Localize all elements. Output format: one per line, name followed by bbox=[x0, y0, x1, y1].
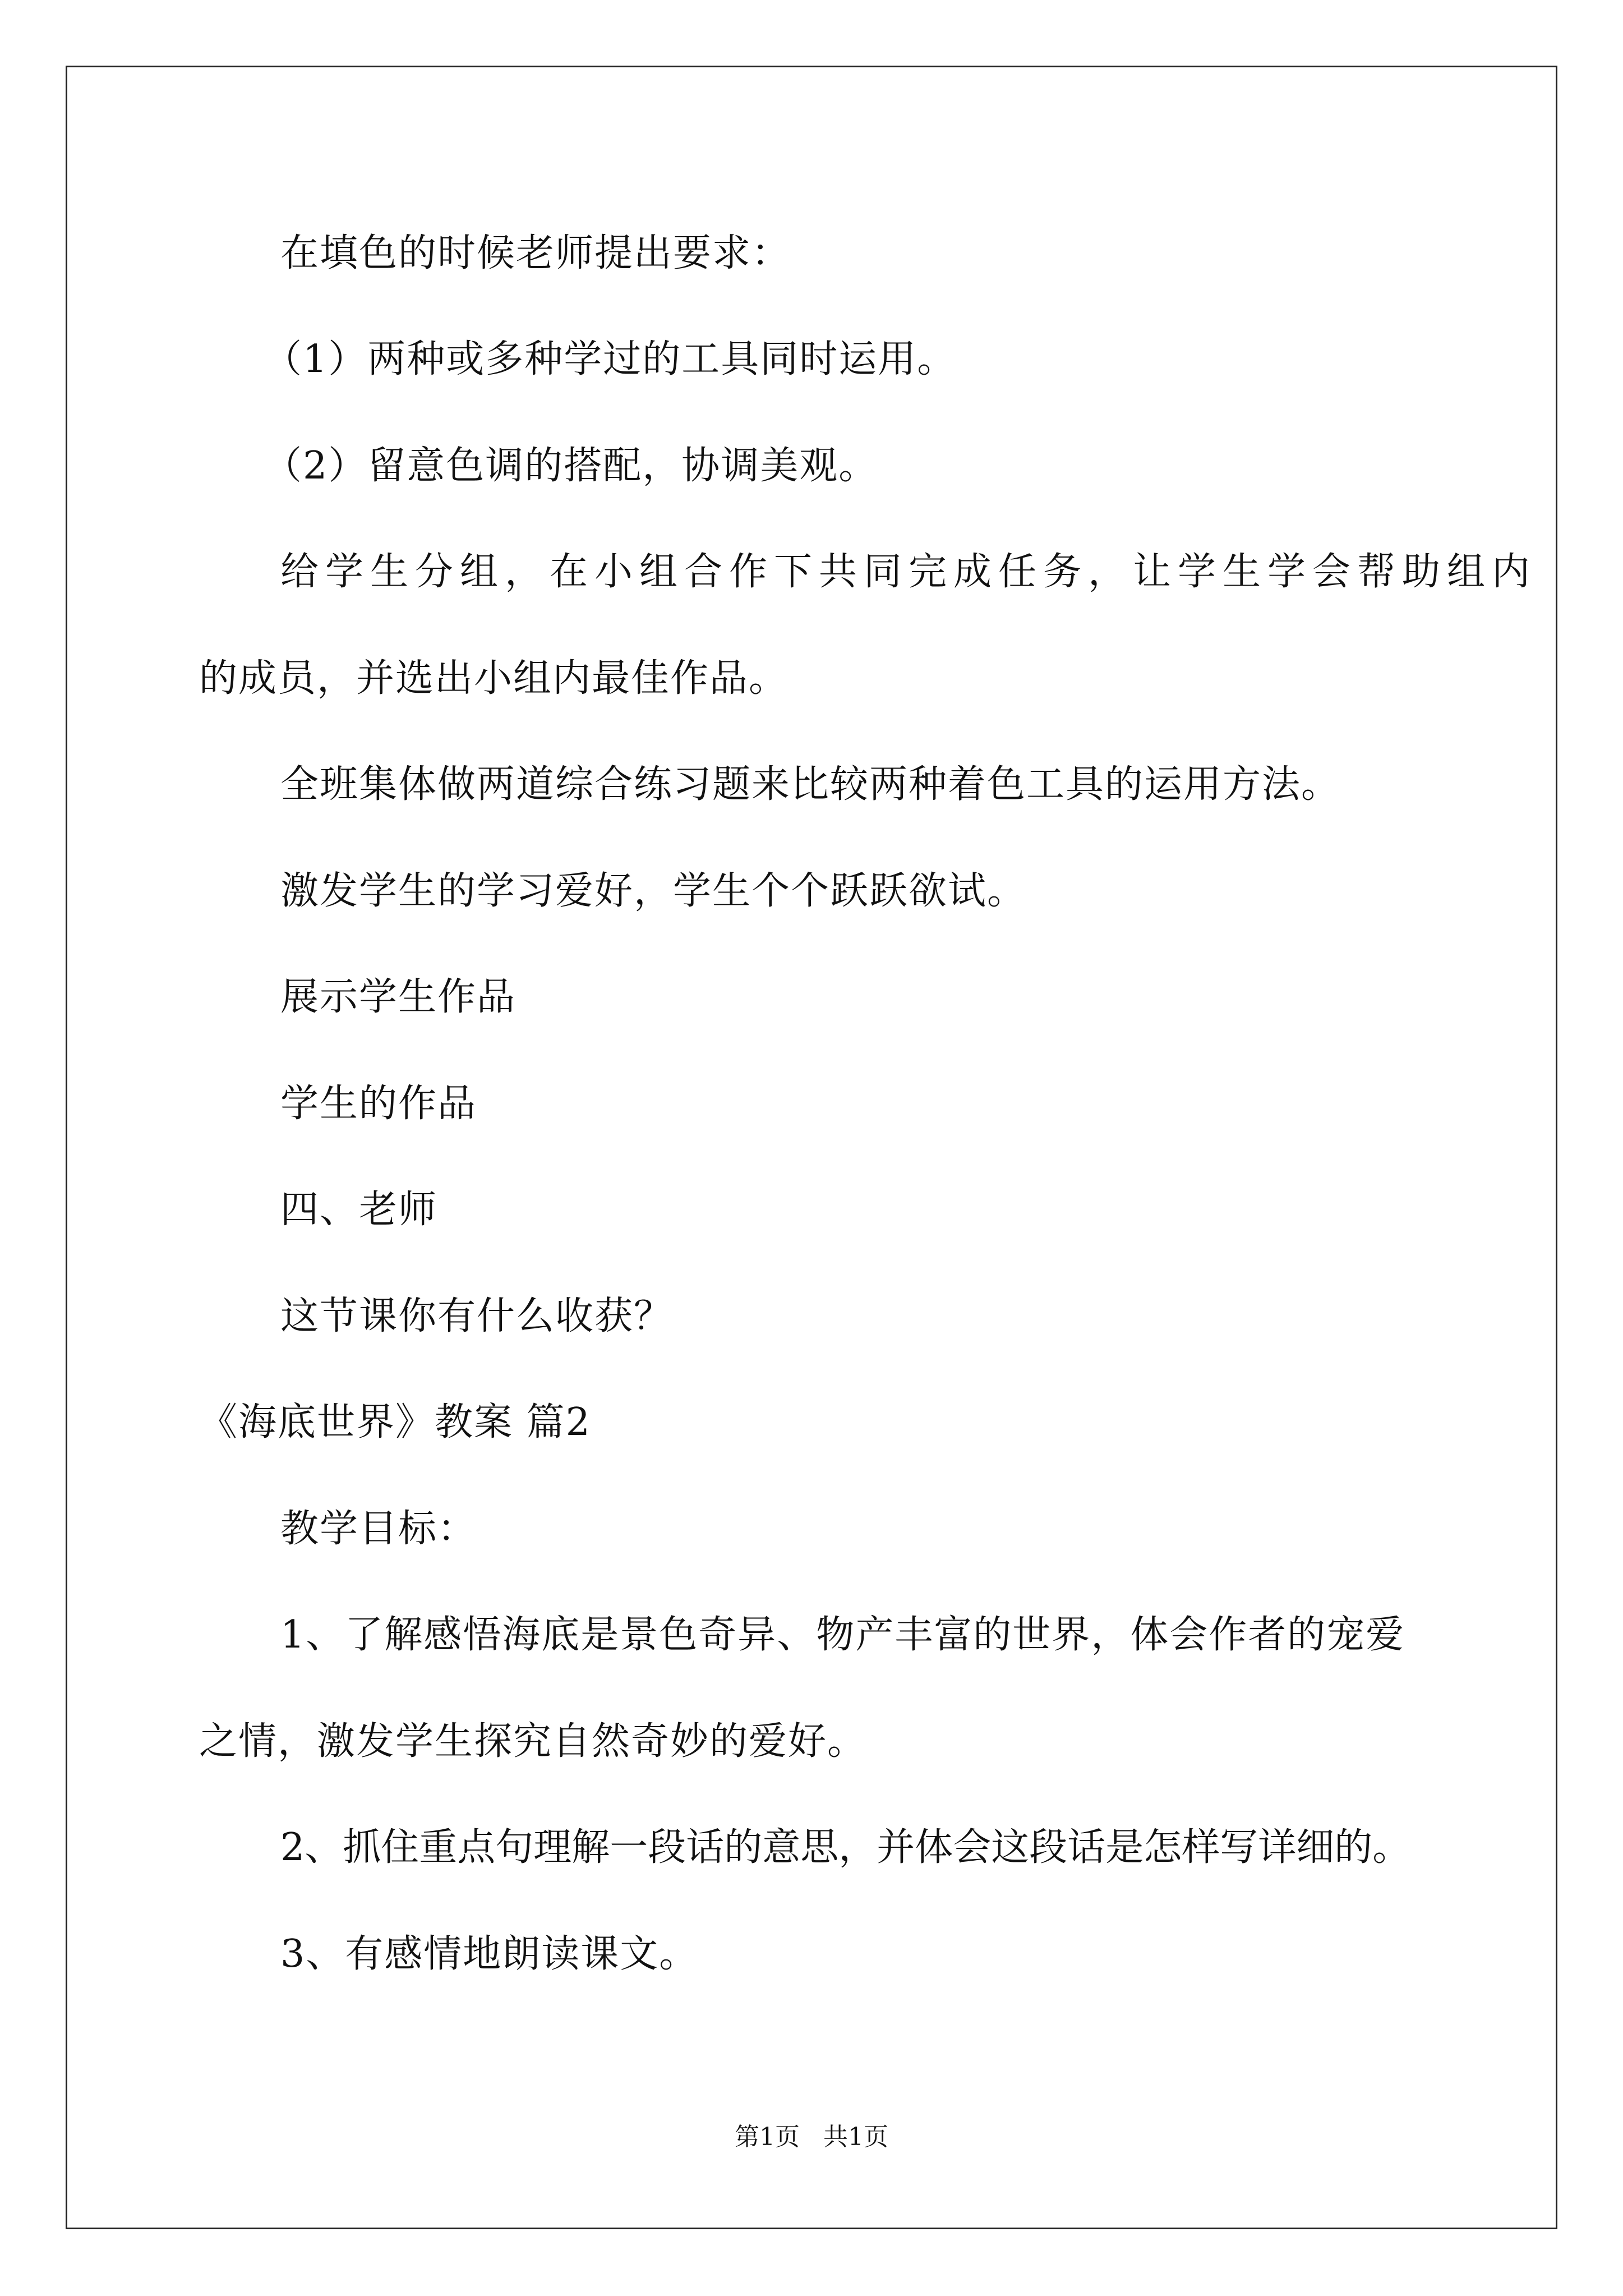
paragraph-line: 之情，激发学生探究自然奇妙的爱好。 bbox=[199, 1719, 867, 1764]
paragraph-line: 的成员，并选出小组内最佳作品。 bbox=[199, 656, 789, 701]
paragraph-line: 四、老师 bbox=[280, 1188, 438, 1232]
paragraph-line: 学生的作品 bbox=[280, 1082, 477, 1126]
paragraph-line: 3、有感情地朗读课文。 bbox=[280, 1932, 699, 1976]
paragraph-line: 1、了解感悟海底是景色奇异、物产丰富的世界，体会作者的宠爱 bbox=[280, 1613, 1405, 1657]
paragraph-line: 给学生分组，在小组合作下共同完成任务，让学生学会帮助组内 bbox=[280, 550, 1537, 594]
section-heading: 《海底世界》教案 篇2 bbox=[199, 1400, 591, 1444]
paragraph-line: 展示学生作品 bbox=[280, 975, 517, 1019]
paragraph-line: （2）留意色调的搭配，协调美观。 bbox=[264, 444, 878, 488]
paragraph-line: 教学目标： bbox=[280, 1507, 477, 1551]
page-footer: 第1页 共1页 bbox=[735, 2123, 888, 2151]
paragraph-line: 这节课你有什么收获？ bbox=[280, 1294, 674, 1338]
paragraph-line: 全班集体做两道综合练习题来比较两种着色工具的运用方法。 bbox=[280, 762, 1341, 807]
paragraph-line: 激发学生的学习爱好，学生个个跃跃欲试。 bbox=[280, 869, 1027, 913]
paragraph-line: 2、抓住重点句理解一段话的意思，并体会这段话是怎样写详细的。 bbox=[280, 1825, 1411, 1870]
paragraph-line: （1）两种或多种学过的工具同时运用。 bbox=[264, 337, 957, 381]
page-border bbox=[66, 66, 1557, 2229]
paragraph-line: 在填色的时候老师提出要求： bbox=[280, 231, 791, 275]
